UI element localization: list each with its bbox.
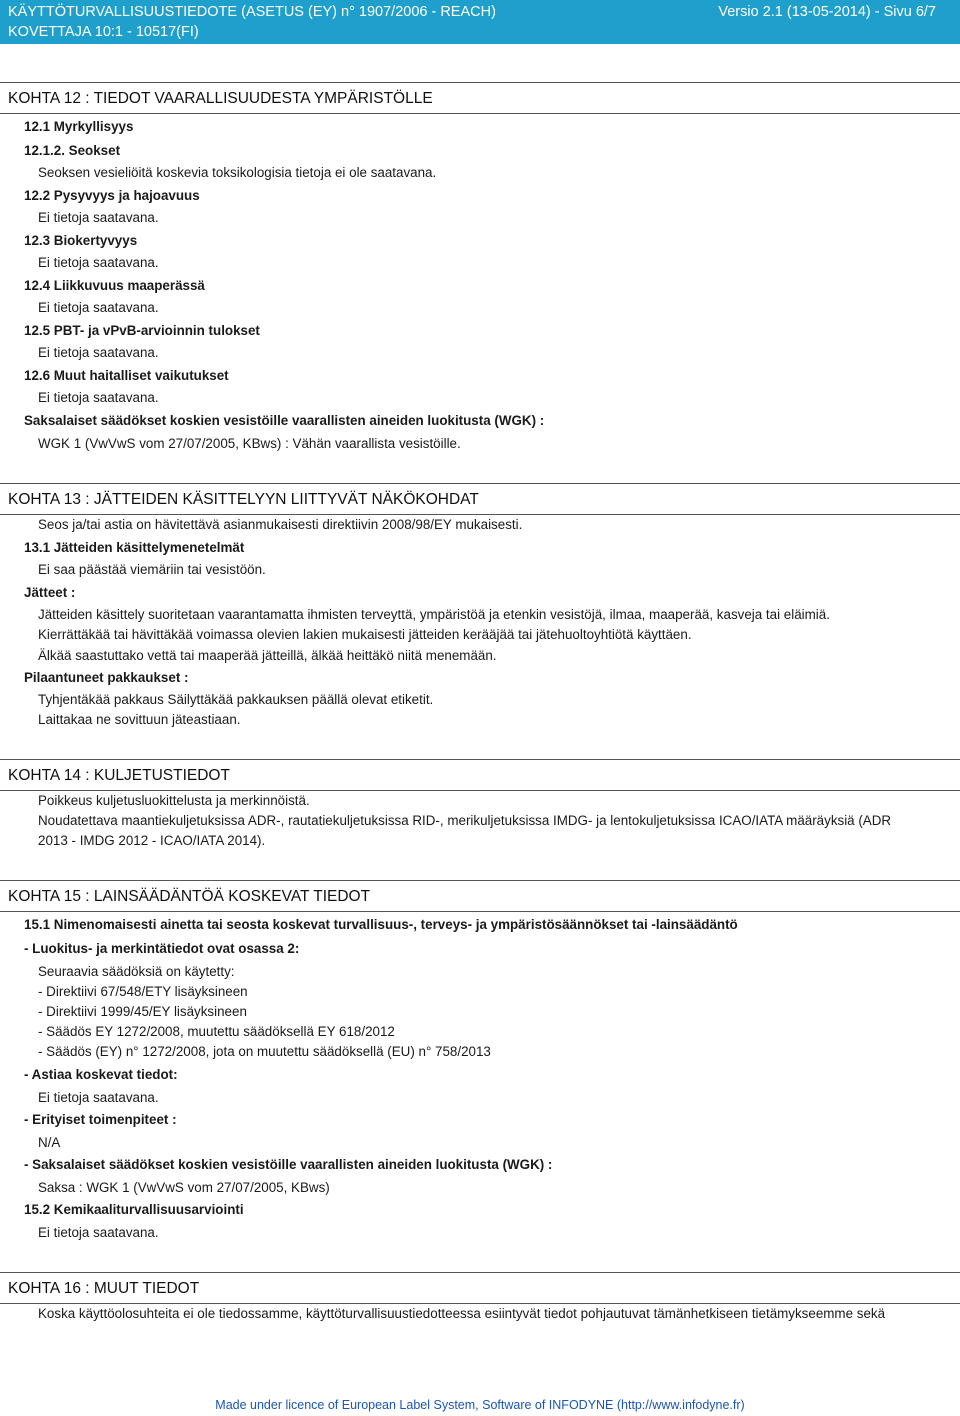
list-item: - Direktiivi 1999/45/EY lisäyksineen <box>38 1004 247 1019</box>
subheading-waste: Jätteet : <box>24 585 76 600</box>
paragraph: Noudatettava maantiekuljetuksissa ADR-, rautatiekuljetuksissa RID-, merikuljetuksissa IMDG- ja lentokuljetuksissa ICAO/IATA määräyksiä (ADR <box>38 813 892 828</box>
subheading-12-1-2: 12.1.2. Seokset <box>24 143 121 158</box>
paragraph: Älkää saastuttako vettä tai maaperää jätteillä, älkää heittäkö niitä menemään. <box>38 648 497 663</box>
subheading-special-measures: - Erityiset toimenpiteet : <box>24 1112 177 1127</box>
subheading-container: - Astiaa koskevat tiedot: <box>24 1067 178 1082</box>
paragraph: Jätteiden käsittely suoritetaan vaarantamatta ihmisten terveyttä, ympäristöä ja etenkin vesistöjä, ilmaa, maaperää, kasveja tai eläimiä. <box>38 607 830 622</box>
paragraph: Ei tietoja saatavana. <box>38 345 159 360</box>
subheading-wgk: - Saksalaiset säädökset koskien vesistöille vaarallisten aineiden luokitusta (WGK) : <box>24 1157 553 1172</box>
subheading-12-5: 12.5 PBT- ja vPvB-arvioinnin tulokset <box>24 323 260 338</box>
section-13-heading <box>0 483 960 515</box>
paragraph: Laittakaa ne sovittuun jäteastiaan. <box>38 712 241 727</box>
subheading-12-1: 12.1 Myrkyllisyys <box>24 119 134 134</box>
document-header <box>0 0 960 44</box>
paragraph: 2013 - IMDG 2012 - ICAO/IATA 2014). <box>38 833 266 848</box>
subheading-packaging: Pilaantuneet pakkaukset : <box>24 670 189 685</box>
section-14-title: KOHTA 14 : KULJETUSTIEDOT <box>8 767 230 784</box>
list-item: - Direktiivi 67/548/ETY lisäyksineen <box>38 984 248 999</box>
paragraph: Ei tietoja saatavana. <box>38 1225 159 1240</box>
paragraph: Kierrättäkää tai hävittäkää voimassa olevien lakien mukaisesti jätteiden kerääjää tai jätehuoltoyhtiötä käyttäen. <box>38 627 692 642</box>
paragraph: WGK 1 (VwVwS vom 27/07/2005, KBws) : Vähän vaarallista vesistöille. <box>38 436 461 451</box>
paragraph: Ei tietoja saatavana. <box>38 390 159 405</box>
section-12-title: KOHTA 12 : TIEDOT VAARALLISUUDESTA YMPÄRISTÖLLE <box>8 90 433 107</box>
paragraph: Ei tietoja saatavana. <box>38 300 159 315</box>
paragraph: Poikkeus kuljetusluokittelusta ja merkinnöistä. <box>38 793 310 808</box>
subheading-wgk: Saksalaiset säädökset koskien vesistöille vaarallisten aineiden luokitusta (WGK) : <box>24 413 545 428</box>
subheading-13-1: 13.1 Jätteiden käsittelymenetelmät <box>24 540 245 555</box>
section-14-heading <box>0 759 960 791</box>
section-13-title: KOHTA 13 : JÄTTEIDEN KÄSITTELYYN LIITTYVÄT NÄKÖKOHDAT <box>8 491 479 508</box>
paragraph: Koska käyttöolosuhteita ei ole tiedossamme, käyttöturvallisuustiedotteessa esiintyvät tiedot pohjautuvat tämänhetkiseen tietämykseemme sekä <box>38 1306 886 1321</box>
paragraph: Saksa : WGK 1 (VwVwS vom 27/07/2005, KBws) <box>38 1180 330 1195</box>
list-item: - Säädös (EY) n° 1272/2008, jota on muutettu säädöksellä (EU) n° 758/2013 <box>38 1044 491 1059</box>
section-15-title: KOHTA 15 : LAINSÄÄDÄNTÖÄ KOSKEVAT TIEDOT <box>8 888 371 905</box>
product-name: KOVETTAJA 10:1 - 10517(FI) <box>8 24 199 40</box>
subheading-15-1: 15.1 Nimenomaisesti ainetta tai seosta koskevat turvallisuus-, terveys- ja ympäristösäännökset tai -lainsäädäntö <box>24 917 738 932</box>
subheading-15-2: 15.2 Kemikaaliturvallisuusarviointi <box>24 1202 244 1217</box>
subheading-12-6: 12.6 Muut haitalliset vaikutukset <box>24 368 229 383</box>
list-item: - Säädös EY 1272/2008, muutettu säädöksellä EY 618/2012 <box>38 1024 395 1039</box>
paragraph: N/A <box>38 1135 61 1150</box>
section-16-title: KOHTA 16 : MUUT TIEDOT <box>8 1280 200 1297</box>
paragraph: Ei tietoja saatavana. <box>38 255 159 270</box>
section-15-heading <box>0 880 960 912</box>
version-page: Versio 2.1 (13-05-2014) - Sivu 6/7 <box>718 4 936 20</box>
subheading-classification: - Luokitus- ja merkintätiedot ovat osassa 2: <box>24 941 300 956</box>
document-title: KÄYTTÖTURVALLISUUSTIEDOTE (ASETUS (EY) n° 1907/2006 - REACH) <box>8 4 496 20</box>
paragraph: Ei tietoja saatavana. <box>38 1090 159 1105</box>
section-16-heading <box>0 1272 960 1304</box>
subheading-12-4: 12.4 Liikkuvuus maaperässä <box>24 278 205 293</box>
subheading-12-2: 12.2 Pysyvyys ja hajoavuus <box>24 188 200 203</box>
section-12-heading <box>0 82 960 114</box>
paragraph: Ei saa päästää viemäriin tai vesistöön. <box>38 562 266 577</box>
paragraph: Seoksen vesieliöitä koskevia toksikologisia tietoja ei ole saatavana. <box>38 165 437 180</box>
footer-licence: Made under licence of European Label System, Software of INFODYNE (http://www.infodyne.fr) <box>215 1398 745 1412</box>
paragraph: Tyhjentäkää pakkaus Säilyttäkää pakkauksen päällä olevat etiketit. <box>38 692 434 707</box>
paragraph: Ei tietoja saatavana. <box>38 210 159 225</box>
subheading-12-3: 12.3 Biokertyvyys <box>24 233 138 248</box>
paragraph: Seuraavia säädöksiä on käytetty: <box>38 964 235 979</box>
paragraph: Seos ja/tai astia on hävitettävä asianmukaisesti direktiivin 2008/98/EY mukaisesti. <box>38 517 523 532</box>
